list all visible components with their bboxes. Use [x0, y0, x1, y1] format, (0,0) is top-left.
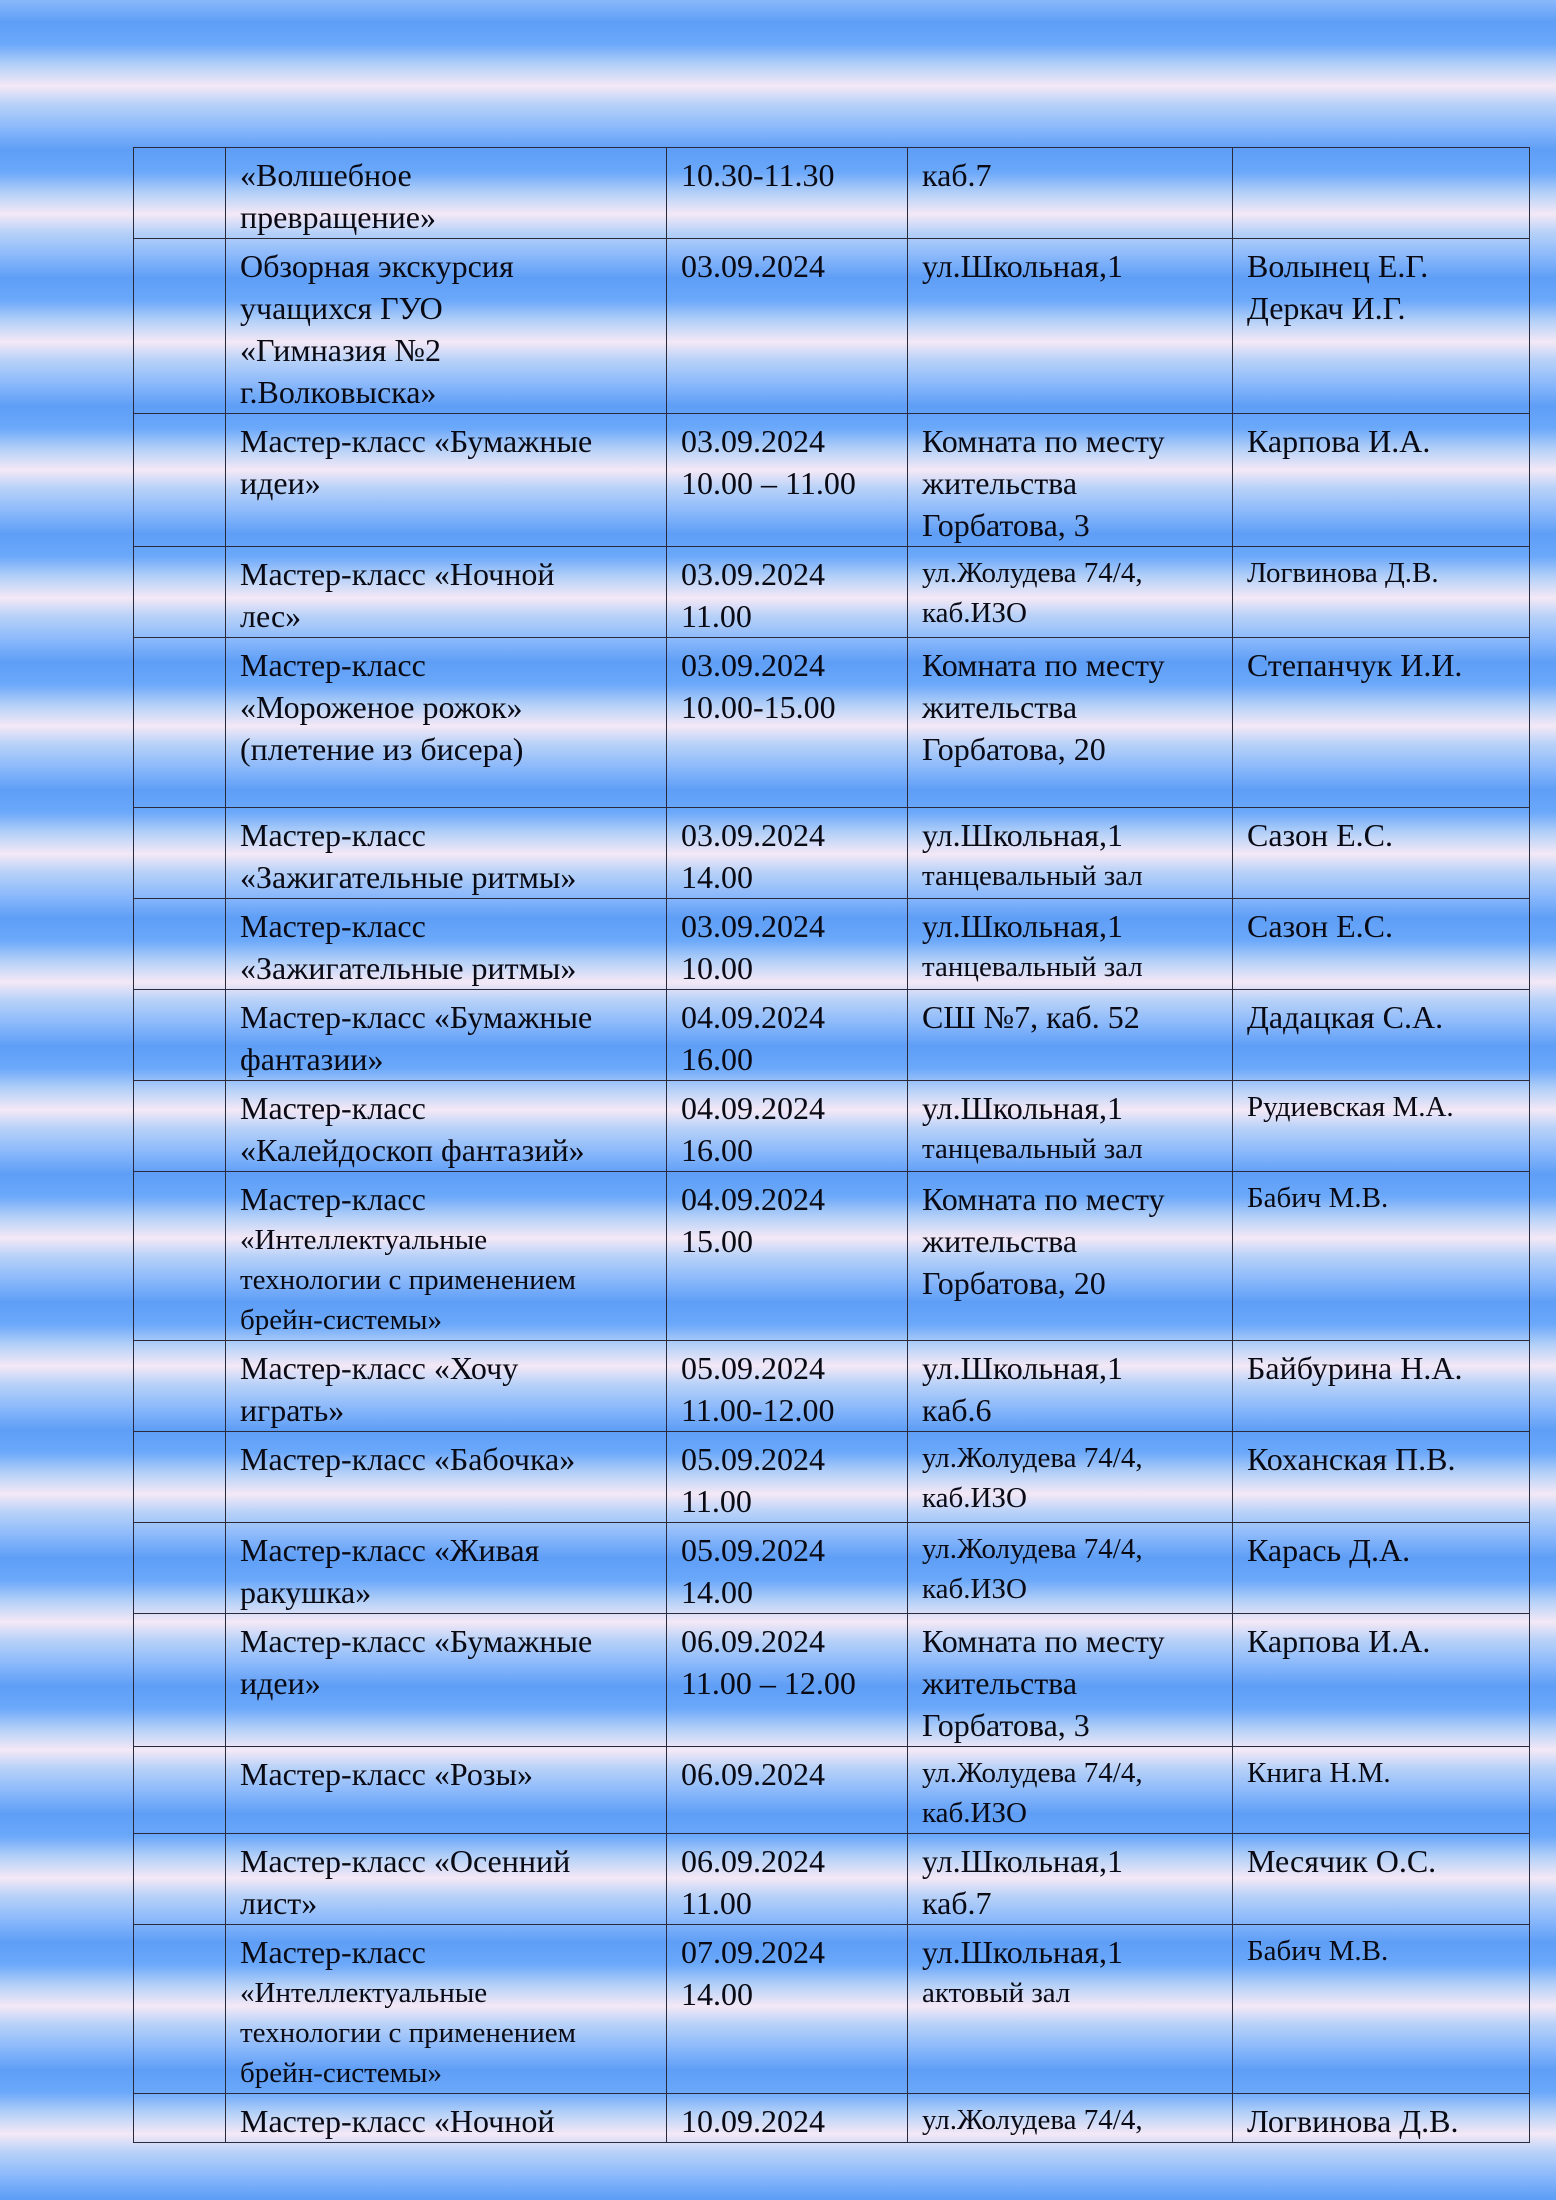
place-line: Комната по месту — [922, 647, 1165, 683]
event-cell — [226, 1432, 667, 1523]
place-line: ул.Школьная,1 — [922, 1350, 1123, 1386]
date-cell — [667, 1834, 908, 1925]
table-row — [134, 1925, 1530, 2094]
event-cell — [226, 148, 667, 239]
responsible-line: Коханская П.В. — [1247, 1441, 1456, 1477]
event-line: Мастер-класс — [240, 647, 426, 683]
event-line: Мастер-класс — [240, 1934, 426, 1970]
responsible-cell — [1233, 1834, 1530, 1925]
date-cell — [667, 1925, 908, 2094]
event-line: Мастер-класс — [240, 1181, 426, 1217]
responsible-cell — [1233, 148, 1530, 239]
date-line: 03.09.2024 — [681, 908, 825, 944]
responsible-line: Карась Д.А. — [1247, 1532, 1411, 1568]
date-line: 14.00 — [681, 1574, 753, 1610]
place-cell — [908, 1834, 1233, 1925]
event-line: Мастер-класс «Ночной — [240, 556, 555, 592]
responsible-line: Сазон Е.С. — [1247, 817, 1394, 853]
event-line: Мастер-класс — [240, 817, 426, 853]
date-cell — [667, 990, 908, 1081]
event-line: брейн-системы» — [240, 2057, 442, 2089]
place-line: жительства — [922, 1223, 1078, 1259]
place-cell — [908, 899, 1233, 990]
date-cell — [667, 1523, 908, 1614]
responsible-cell — [1233, 1614, 1530, 1747]
number-cell — [134, 1081, 226, 1172]
number-cell — [134, 990, 226, 1081]
place-cell — [908, 1523, 1233, 1614]
event-line: «Интеллектуальные — [240, 1977, 488, 2009]
responsible-cell — [1233, 899, 1530, 990]
table-row — [134, 1834, 1530, 1925]
date-line: 06.09.2024 — [681, 1756, 825, 1792]
date-line: 11.00-12.00 — [681, 1392, 835, 1428]
number-cell — [134, 1172, 226, 1341]
number-cell — [134, 808, 226, 899]
event-cell — [226, 1172, 667, 1341]
place-line: ул.Жолудева 74/4, — [922, 2104, 1143, 2136]
event-line: «Мороженое рожок» — [240, 689, 523, 725]
place-cell — [908, 1614, 1233, 1747]
table-row — [134, 899, 1530, 990]
date-line: 14.00 — [681, 1976, 753, 2012]
place-cell — [908, 547, 1233, 638]
place-cell — [908, 2094, 1233, 2143]
events-table-body — [134, 148, 1530, 2143]
place-line: Горбатова, 20 — [922, 731, 1106, 767]
date-cell — [667, 1341, 908, 1432]
event-line: «Зажигательные ритмы» — [240, 859, 577, 895]
event-line: Мастер-класс «Бумажные — [240, 999, 593, 1035]
responsible-line: Деркач И.Г. — [1247, 290, 1406, 326]
table-row — [134, 148, 1530, 239]
place-line: Комната по месту — [922, 1623, 1165, 1659]
event-line: идеи» — [240, 465, 321, 501]
place-cell — [908, 638, 1233, 808]
date-line: 14.00 — [681, 859, 753, 895]
event-cell — [226, 239, 667, 414]
event-cell — [226, 547, 667, 638]
date-line: 06.09.2024 — [681, 1623, 825, 1659]
event-line: Мастер-класс — [240, 1090, 426, 1126]
responsible-cell — [1233, 1081, 1530, 1172]
responsible-cell — [1233, 1172, 1530, 1341]
place-line: Комната по месту — [922, 1181, 1165, 1217]
place-line: жительства — [922, 1665, 1078, 1701]
event-line: фантазии» — [240, 1041, 384, 1077]
responsible-line: Степанчук И.И. — [1247, 647, 1463, 683]
place-line: ул.Школьная,1 — [922, 1934, 1123, 1970]
table-row — [134, 1341, 1530, 1432]
date-line: 07.09.2024 — [681, 1934, 825, 1970]
event-line: Мастер-класс «Хочу — [240, 1350, 519, 1386]
event-cell — [226, 1341, 667, 1432]
event-line: «Калейдоскоп фантазий» — [240, 1132, 585, 1168]
responsible-cell — [1233, 239, 1530, 414]
event-line: «Зажигательные ритмы» — [240, 950, 577, 986]
event-line: Мастер-класс «Бумажные — [240, 423, 593, 459]
place-cell — [908, 1432, 1233, 1523]
event-line: превращение» — [240, 199, 436, 235]
table-row — [134, 1523, 1530, 1614]
place-line: танцевальный зал — [922, 1133, 1143, 1165]
event-line: Мастер-класс — [240, 908, 426, 944]
date-line: 11.00 — [681, 1483, 752, 1519]
event-line: Мастер-класс «Бабочка» — [240, 1441, 576, 1477]
number-cell — [134, 1523, 226, 1614]
responsible-cell — [1233, 547, 1530, 638]
event-line: Мастер-класс «Ночной — [240, 2103, 555, 2139]
place-line: ул.Школьная,1 — [922, 908, 1123, 944]
events-table — [133, 147, 1530, 2143]
date-line: 10.09.2024 — [681, 2103, 825, 2139]
event-cell — [226, 808, 667, 899]
responsible-line: Рудиевская М.А. — [1247, 1091, 1454, 1123]
date-line: 05.09.2024 — [681, 1441, 825, 1477]
number-cell — [134, 148, 226, 239]
place-line: Горбатова, 20 — [922, 1265, 1106, 1301]
date-line: 05.09.2024 — [681, 1532, 825, 1568]
number-cell — [134, 1834, 226, 1925]
place-line: ул.Жолудева 74/4, — [922, 557, 1143, 589]
date-cell — [667, 808, 908, 899]
place-line: каб.ИЗО — [922, 597, 1027, 629]
place-line: танцевальный зал — [922, 860, 1143, 892]
event-line: играть» — [240, 1392, 345, 1428]
event-line: Мастер-класс «Бумажные — [240, 1623, 593, 1659]
place-line: СШ №7, каб. 52 — [922, 999, 1140, 1035]
place-line: ул.Школьная,1 — [922, 1090, 1123, 1126]
responsible-cell — [1233, 1747, 1530, 1834]
table-row — [134, 1747, 1530, 1834]
place-line: ул.Школьная,1 — [922, 248, 1123, 284]
table-row — [134, 1081, 1530, 1172]
table-row — [134, 1432, 1530, 1523]
event-cell — [226, 1834, 667, 1925]
event-cell — [226, 638, 667, 808]
date-line: 10.30-11.30 — [681, 157, 835, 193]
place-line: Горбатова, 3 — [922, 1707, 1090, 1743]
place-cell — [908, 1081, 1233, 1172]
date-line: 10.00-15.00 — [681, 689, 836, 725]
number-cell — [134, 1341, 226, 1432]
date-line: 16.00 — [681, 1041, 753, 1077]
responsible-cell — [1233, 808, 1530, 899]
responsible-cell — [1233, 1925, 1530, 2094]
place-line: каб.ИЗО — [922, 1573, 1027, 1605]
responsible-cell — [1233, 638, 1530, 808]
table-row — [134, 990, 1530, 1081]
responsible-line: Бабич М.В. — [1247, 1182, 1389, 1214]
event-line: Мастер-класс «Живая — [240, 1532, 540, 1568]
place-line: ул.Жолудева 74/4, — [922, 1757, 1143, 1789]
event-line: Мастер-класс «Осенний — [240, 1843, 571, 1879]
place-cell — [908, 1747, 1233, 1834]
number-cell — [134, 1614, 226, 1747]
date-line: 03.09.2024 — [681, 248, 825, 284]
responsible-cell — [1233, 1523, 1530, 1614]
event-line: г.Волковыска» — [240, 374, 437, 410]
event-cell — [226, 1747, 667, 1834]
date-line: 04.09.2024 — [681, 1181, 825, 1217]
date-line: 03.09.2024 — [681, 556, 825, 592]
number-cell — [134, 414, 226, 547]
date-line: 10.00 — [681, 950, 753, 986]
place-cell — [908, 148, 1233, 239]
place-line: каб.7 — [922, 1885, 992, 1921]
date-cell — [667, 1172, 908, 1341]
number-cell — [134, 547, 226, 638]
table-row — [134, 239, 1530, 414]
event-line: идеи» — [240, 1665, 321, 1701]
date-line: 15.00 — [681, 1223, 753, 1259]
event-line: лес» — [240, 598, 302, 634]
number-cell — [134, 2094, 226, 2143]
date-line: 03.09.2024 — [681, 423, 825, 459]
date-cell — [667, 2094, 908, 2143]
number-cell — [134, 899, 226, 990]
responsible-line: Логвинова Д.В. — [1247, 2103, 1459, 2139]
place-cell — [908, 808, 1233, 899]
event-cell — [226, 2094, 667, 2143]
number-cell — [134, 1432, 226, 1523]
date-cell — [667, 148, 908, 239]
event-cell — [226, 1523, 667, 1614]
place-line: Горбатова, 3 — [922, 507, 1090, 543]
event-cell — [226, 414, 667, 547]
place-line: каб.7 — [922, 157, 992, 193]
date-cell — [667, 547, 908, 638]
responsible-line: Волынец Е.Г. — [1247, 248, 1429, 284]
date-cell — [667, 239, 908, 414]
date-line: 03.09.2024 — [681, 647, 825, 683]
date-line: 11.00 – 12.00 — [681, 1665, 856, 1701]
date-line: 11.00 — [681, 1885, 752, 1921]
place-line: каб.ИЗО — [922, 1797, 1027, 1829]
event-cell — [226, 1925, 667, 2094]
place-line: танцевальный зал — [922, 951, 1143, 983]
event-line: Мастер-класс «Розы» — [240, 1756, 533, 1792]
event-line: Обзорная экскурсия — [240, 248, 514, 284]
place-line: ул.Школьная,1 — [922, 817, 1123, 853]
place-cell — [908, 1172, 1233, 1341]
event-cell — [226, 1614, 667, 1747]
table-row — [134, 414, 1530, 547]
event-line: ракушка» — [240, 1574, 372, 1610]
date-line: 05.09.2024 — [681, 1350, 825, 1386]
responsible-cell — [1233, 1341, 1530, 1432]
table-row — [134, 1172, 1530, 1341]
place-line: жительства — [922, 689, 1078, 725]
number-cell — [134, 638, 226, 808]
place-line: Комната по месту — [922, 423, 1165, 459]
place-cell — [908, 1925, 1233, 2094]
event-line: «Гимназия №2 — [240, 332, 441, 368]
place-cell — [908, 990, 1233, 1081]
date-cell — [667, 638, 908, 808]
responsible-line: Карпова И.А. — [1247, 423, 1431, 459]
number-cell — [134, 239, 226, 414]
event-line: «Волшебное — [240, 157, 412, 193]
event-line: технологии с применением — [240, 2017, 576, 2049]
date-line: 03.09.2024 — [681, 817, 825, 853]
date-cell — [667, 414, 908, 547]
table-row — [134, 2094, 1530, 2143]
event-line: «Интеллектуальные — [240, 1224, 488, 1256]
place-line: жительства — [922, 465, 1078, 501]
place-cell — [908, 239, 1233, 414]
place-line: актовый зал — [922, 1977, 1071, 2009]
event-cell — [226, 1081, 667, 1172]
responsible-cell — [1233, 990, 1530, 1081]
date-line: 16.00 — [681, 1132, 753, 1168]
responsible-line: Логвинова Д.В. — [1247, 557, 1439, 589]
responsible-line: Месячик О.С. — [1247, 1843, 1437, 1879]
event-line: учащихся ГУО — [240, 290, 443, 326]
date-line: 11.00 — [681, 598, 752, 634]
place-line: ул.Школьная,1 — [922, 1843, 1123, 1879]
event-line: брейн-системы» — [240, 1304, 442, 1336]
responsible-cell — [1233, 2094, 1530, 2143]
date-cell — [667, 1614, 908, 1747]
place-line: ул.Жолудева 74/4, — [922, 1442, 1143, 1474]
responsible-line: Бабич М.В. — [1247, 1935, 1389, 1967]
responsible-cell — [1233, 414, 1530, 547]
event-cell — [226, 899, 667, 990]
table-row — [134, 1614, 1530, 1747]
event-cell — [226, 990, 667, 1081]
table-row — [134, 638, 1530, 808]
date-line: 04.09.2024 — [681, 1090, 825, 1126]
responsible-line: Книга Н.М. — [1247, 1757, 1391, 1789]
date-cell — [667, 1432, 908, 1523]
responsible-line: Сазон Е.С. — [1247, 908, 1394, 944]
event-line: технологии с применением — [240, 1264, 576, 1296]
date-line: 10.00 – 11.00 — [681, 465, 856, 501]
number-cell — [134, 1925, 226, 2094]
table-row — [134, 547, 1530, 638]
date-line: 04.09.2024 — [681, 999, 825, 1035]
place-cell — [908, 1341, 1233, 1432]
place-line: ул.Жолудева 74/4, — [922, 1533, 1143, 1565]
place-cell — [908, 414, 1233, 547]
place-line: каб.ИЗО — [922, 1482, 1027, 1514]
responsible-cell — [1233, 1432, 1530, 1523]
event-line: лист» — [240, 1885, 318, 1921]
responsible-line: Байбурина Н.А. — [1247, 1350, 1463, 1386]
date-line: 06.09.2024 — [681, 1843, 825, 1879]
date-cell — [667, 899, 908, 990]
responsible-line: Карпова И.А. — [1247, 1623, 1431, 1659]
place-line: каб.6 — [922, 1392, 992, 1428]
table-row — [134, 808, 1530, 899]
number-cell — [134, 1747, 226, 1834]
event-line: (плетение из бисера) — [240, 731, 524, 767]
responsible-line: Дадацкая С.А. — [1247, 999, 1444, 1035]
date-cell — [667, 1081, 908, 1172]
date-cell — [667, 1747, 908, 1834]
